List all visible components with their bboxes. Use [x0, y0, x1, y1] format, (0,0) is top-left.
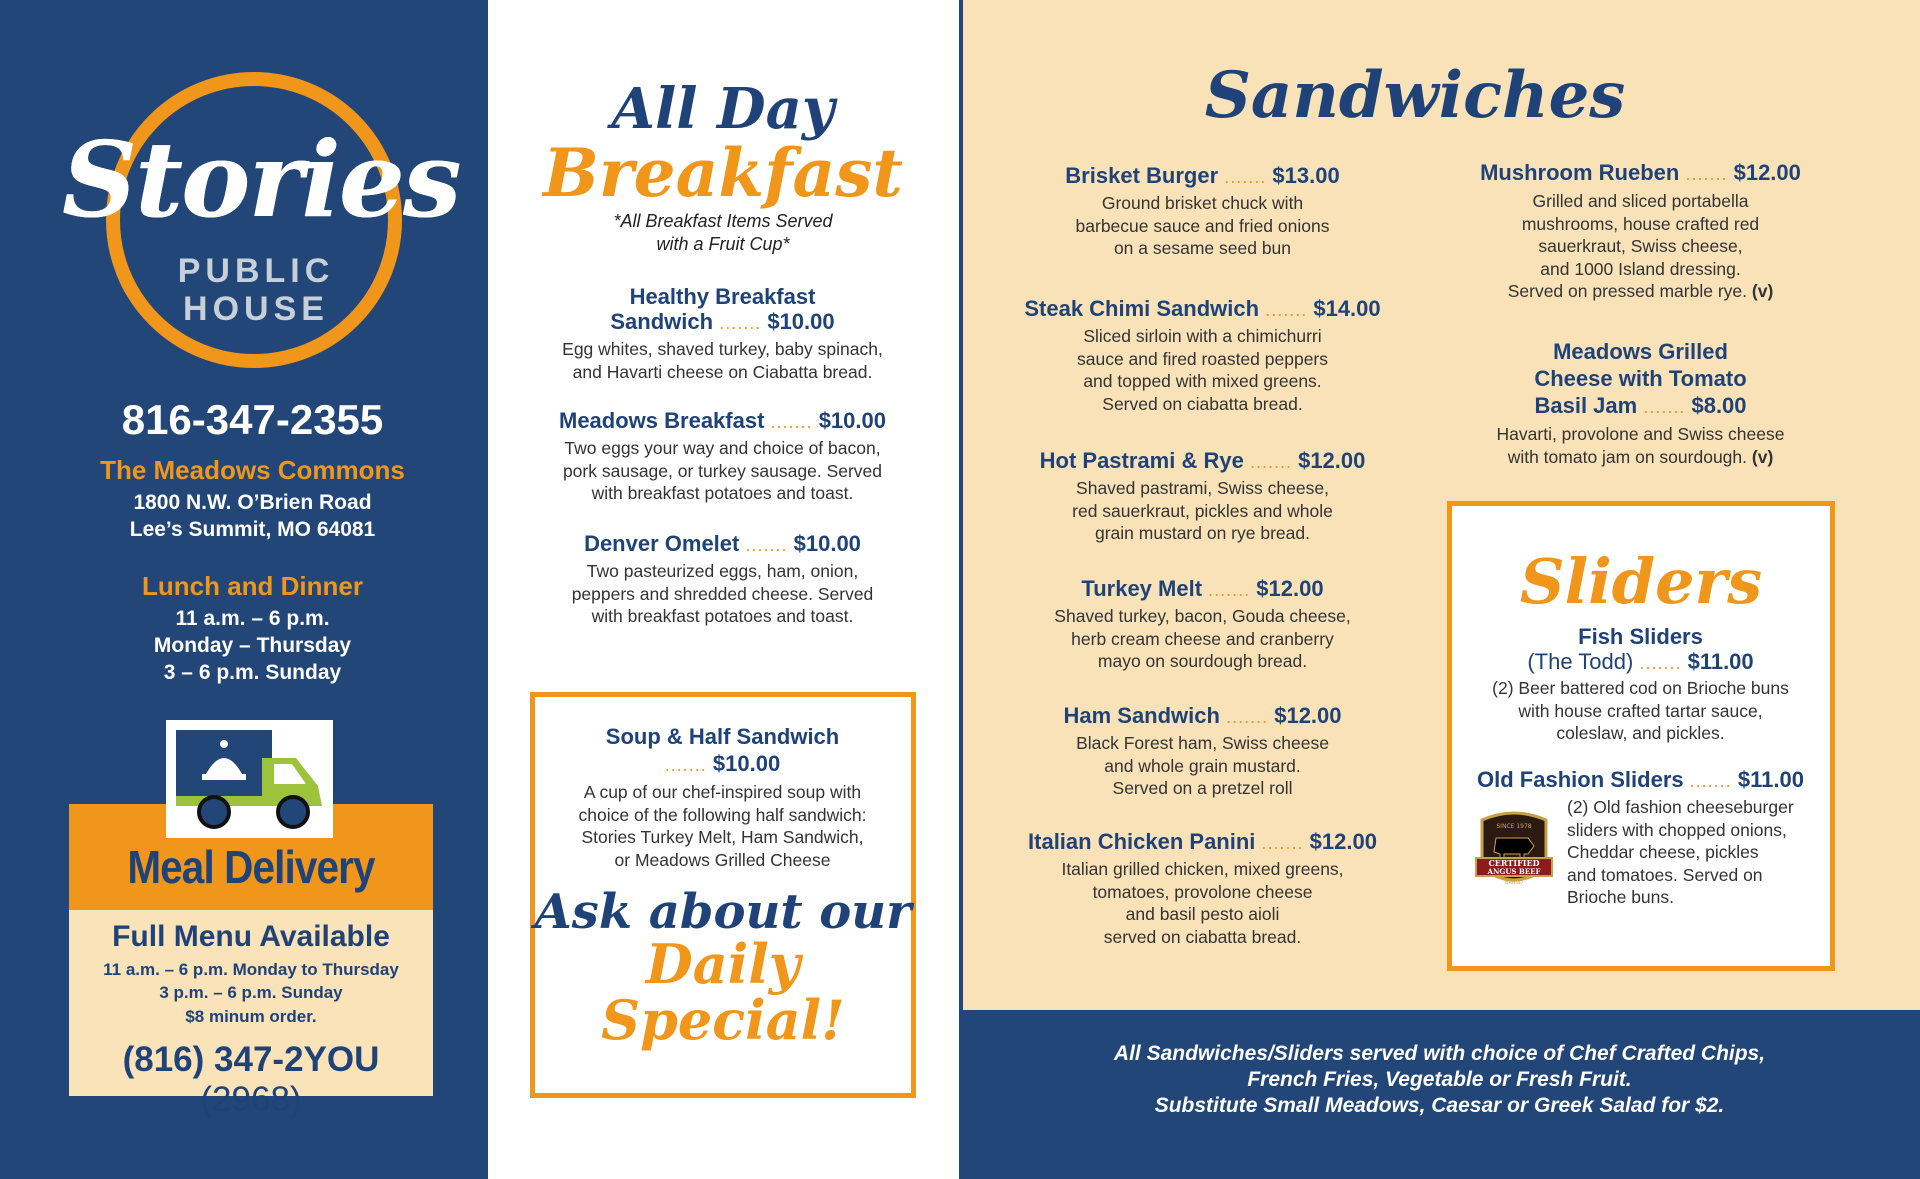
description-line-text: with tomato jam on sourdough. [1507, 446, 1748, 467]
footer-line: Substitute Small Meadows, Caesar or Greek Salad for $2. [1154, 1094, 1725, 1117]
menu-item-name [1010, 448, 1395, 474]
description-line [1448, 280, 1833, 303]
delivery-phone-digits: (2968) [200, 1080, 302, 1119]
menu-item-price: $11.00 [1737, 767, 1804, 792]
description-line: with breakfast potatoes and toast. [591, 606, 854, 626]
menu-item-price: $12.00 [1309, 829, 1377, 854]
address-line-2: Lee’s Summit, MO 64081 [129, 518, 376, 541]
breakfast-note: with a Fruit Cup* [656, 234, 790, 254]
price-leader: ....... [1643, 397, 1686, 417]
badge-since-text: SINCE 1978 [1496, 823, 1532, 830]
description-line: Black Forest ham, Swiss cheese [1076, 733, 1329, 753]
description-line: Shaved turkey, bacon, Gouda cheese, [1054, 606, 1351, 626]
menu-item-subname: (The Todd) [1527, 649, 1634, 674]
menu-item-description [1448, 677, 1833, 745]
description-line: grain mustard on rye bread. [1095, 523, 1310, 543]
logo-stories-text: Stories [62, 118, 460, 241]
hours-line: 3 – 6 p.m. Sunday [163, 661, 342, 684]
menu-item-name [1448, 393, 1833, 419]
menu-item-price: $12.00 [1256, 576, 1324, 601]
menu-item-name: Healthy Breakfast [629, 284, 816, 309]
daily-special-line: Special! [601, 988, 845, 1052]
menu-item-name [530, 309, 915, 335]
description-line: Stories Turkey Melt, Ham Sandwich, [581, 827, 864, 847]
description-line: Sliced sirloin with a chimichurri [1083, 326, 1322, 346]
menu-item-name [1448, 767, 1833, 793]
panel-divider [959, 0, 963, 1010]
menu-item-price: $12.00 [1733, 160, 1801, 185]
description-line: and 1000 Island dressing. [1540, 258, 1741, 279]
delivery-phone [69, 1040, 433, 1120]
menu-item-name [1010, 829, 1395, 855]
daily-special-line: Ask about our [534, 884, 912, 940]
menu-item-name [1010, 576, 1395, 602]
menu-item-name-part: Sandwich [610, 309, 714, 334]
menu-item-price: $10.00 [767, 309, 835, 334]
menu-item-price: $12.00 [1274, 703, 1342, 728]
menu-item-name [1448, 160, 1833, 186]
breakfast-note: *All Breakfast Items Served [613, 211, 833, 231]
hours-title: Lunch and Dinner [142, 571, 363, 601]
menu-item-name-part: Meadows Breakfast [559, 408, 765, 433]
description-line-text: Served on pressed marble rye. [1507, 281, 1748, 301]
menu-item-price: $12.00 [1298, 448, 1366, 473]
description-line: red sauerkraut, pickles and whole [1072, 500, 1333, 521]
menu-item-description [530, 560, 915, 628]
price-leader: ....... [1685, 164, 1728, 184]
menu-item-price: $10.00 [793, 531, 861, 556]
description-line: and basil pesto aioli [1125, 904, 1280, 924]
sliders-heading: Sliders [1519, 545, 1763, 618]
description-line: or Meadows Grilled Cheese [614, 849, 831, 870]
description-line: and Havarti cheese on Ciabatta bread. [572, 361, 873, 382]
menu-item-name [1448, 649, 1833, 675]
price-leader: ....... [745, 535, 788, 555]
price-leader: ....... [719, 313, 762, 333]
description-line: Italian grilled chicken, mixed greens, [1061, 859, 1344, 879]
menu-item-description [530, 338, 915, 383]
delivery-hours-line: 11 a.m. – 6 p.m. Monday to Thursday [103, 960, 399, 979]
menu-item-name-part: Steak Chimi Sandwich [1024, 296, 1260, 321]
description-line [1448, 446, 1833, 469]
description-line: mushrooms, house crafted red [1521, 213, 1760, 234]
menu-item-description [1010, 605, 1395, 673]
menu-item-description [1010, 732, 1395, 800]
badge-certified-text: CERTIFIED [1488, 858, 1540, 868]
menu-item-name-part: Mushroom Rueben [1480, 160, 1680, 185]
description-line: tomatoes, provolone cheese [1092, 881, 1313, 902]
delivery-hours-line: 3 p.m. – 6 p.m. Sunday [159, 983, 343, 1002]
description-line: Brioche buns. [1567, 887, 1675, 907]
meal-delivery-title: Meal Delivery [127, 841, 375, 893]
hours-line: 11 a.m. – 6 p.m. [175, 607, 330, 630]
price-leader: ....... [770, 412, 813, 432]
badge-brand-text: BRAND [1505, 880, 1523, 886]
menu-item-name [530, 408, 915, 434]
menu-item-name-part: Old Fashion Sliders [1477, 767, 1684, 792]
description-line: choice of the following half sandwich: [578, 804, 867, 825]
menu-item-description [1010, 192, 1395, 260]
description-line: pork sausage, or turkey sausage. Served [562, 460, 883, 481]
menu-item-name: Meadows Grilled [1553, 339, 1728, 364]
menu-item-description [530, 781, 915, 871]
certified-angus-beef-badge [1472, 808, 1556, 892]
location-name: The Meadows Commons [100, 455, 405, 485]
description-line: barbecue sauce and fried onions [1075, 215, 1330, 236]
price-leader: ....... [1639, 653, 1682, 673]
logo-public-text: PUBLIC [177, 252, 335, 290]
description-line: sauerkraut, Swiss cheese, [1538, 236, 1743, 256]
menu-item-name-part: Basil Jam [1534, 393, 1638, 418]
description-line: herb cream cheese and cranberry [1071, 628, 1334, 649]
menu-item-price-line [530, 751, 915, 777]
price-leader: ....... [1249, 452, 1292, 472]
menu-item-name-part: Ham Sandwich [1063, 703, 1220, 728]
description-line: Two pasteurized eggs, ham, onion, [586, 561, 859, 581]
description-line: (2) Old fashion cheeseburger [1567, 797, 1794, 817]
footer-line: French Fries, Vegetable or Fresh Fruit. [1247, 1068, 1632, 1091]
daily-special-line: Daily [645, 932, 801, 996]
description-line: with breakfast potatoes and toast. [591, 483, 854, 503]
menu-item-name-part: Italian Chicken Panini [1028, 829, 1256, 854]
vegetarian-tag: (v) [1751, 281, 1774, 301]
description-line: Ground brisket chuck with [1101, 193, 1304, 213]
description-line: Shaved pastrami, Swiss cheese, [1076, 478, 1329, 498]
description-line: coleslaw, and pickles. [1556, 723, 1725, 743]
description-line: A cup of our chef-inspired soup with [583, 782, 862, 802]
menu-item-name-part: Hot Pastrami & Rye [1039, 448, 1244, 473]
description-line: on a sesame seed bun [1113, 238, 1292, 258]
description-line: peppers and shredded cheese. Served [571, 583, 874, 604]
footer-line: All Sandwiches/Sliders served with choice of Chef Crafted Chips, [1113, 1042, 1766, 1065]
sandwiches-heading: Sandwiches [1204, 58, 1626, 133]
menu-item-description [530, 437, 915, 505]
price-leader: ....... [664, 755, 707, 775]
price-leader: ....... [1261, 833, 1304, 853]
badge-angus-beef-text: ANGUS BEEF [1487, 867, 1541, 876]
description-line: Cheddar cheese, pickles [1567, 842, 1759, 862]
menu-item-description [1010, 477, 1395, 545]
description-line: and whole grain mustard. [1104, 755, 1301, 776]
delivery-truck-icon [166, 720, 333, 838]
menu-item-description [1448, 423, 1833, 468]
description-line: Two eggs your way and choice of bacon, [564, 438, 881, 458]
restaurant-phone: 816-347-2355 [121, 396, 384, 443]
menu-item-description [1010, 858, 1395, 948]
menu-item-name [1010, 296, 1395, 322]
menu-item-description [1010, 325, 1395, 415]
logo-house-text: HOUSE [183, 290, 329, 328]
full-menu-available: Full Menu Available [112, 920, 390, 953]
menu-item-description [1448, 190, 1833, 303]
description-line: Grilled and sliced portabella [1532, 191, 1749, 211]
menu-item-price: $11.00 [1687, 649, 1754, 674]
description-line: Havarti, provolone and Swiss cheese [1496, 424, 1785, 444]
description-line: Egg whites, shaved turkey, baby spinach, [562, 339, 883, 359]
description-line: mayo on sourdough bread. [1097, 651, 1308, 671]
menu-item-name-part: Turkey Melt [1081, 576, 1203, 601]
price-leader: ....... [1689, 771, 1732, 791]
menu-item-description [1567, 796, 1817, 909]
menu-item-name [1010, 703, 1395, 729]
menu-item-name: Fish Sliders [1578, 624, 1703, 649]
breakfast-heading: Breakfast [543, 134, 903, 212]
price-leader: ....... [1224, 167, 1267, 187]
menu-item-name: Soup & Half Sandwich [605, 724, 840, 749]
description-line: Served on ciabatta bread. [1102, 393, 1303, 414]
description-line: and tomatoes. Served on [1567, 864, 1763, 885]
description-line: (2) Beer battered cod on Brioche buns [1492, 678, 1789, 698]
menu-item-name-part: Brisket Burger [1065, 163, 1219, 188]
description-line: sauce and fired roasted peppers [1077, 348, 1328, 369]
delivery-phone-letters: (816) 347-2YOU [122, 1040, 380, 1079]
menu-item-name [530, 531, 915, 557]
description-line: Served on a pretzel roll [1112, 778, 1293, 798]
description-line: and topped with mixed greens. [1083, 371, 1322, 391]
menu-item-price: $8.00 [1691, 393, 1747, 418]
address-line-1: 1800 N.W. O’Brien Road [133, 491, 372, 514]
menu-item-price: $10.00 [818, 408, 886, 433]
description-line: with house crafted tartar sauce, [1518, 700, 1763, 721]
description-line: sliders with chopped onions, [1567, 819, 1787, 840]
menu-item-name-part: Denver Omelet [584, 531, 740, 556]
menu-item-name: Cheese with Tomato [1534, 366, 1747, 391]
menu-item-price: $14.00 [1313, 296, 1381, 321]
price-leader: ....... [1208, 580, 1251, 600]
price-leader: ....... [1226, 707, 1269, 727]
menu-item-name [1010, 163, 1395, 189]
menu-item-price: $13.00 [1272, 163, 1340, 188]
description-line: served on ciabatta bread. [1103, 926, 1302, 947]
vegetarian-tag: (v) [1751, 446, 1774, 467]
breakfast-heading-all-day: All Day [611, 76, 835, 142]
menu-item-price: $10.00 [712, 751, 781, 776]
delivery-minimum-order: $8 minum order. [185, 1007, 317, 1026]
price-leader: ....... [1265, 300, 1308, 320]
hours-line: Monday – Thursday [153, 634, 352, 657]
